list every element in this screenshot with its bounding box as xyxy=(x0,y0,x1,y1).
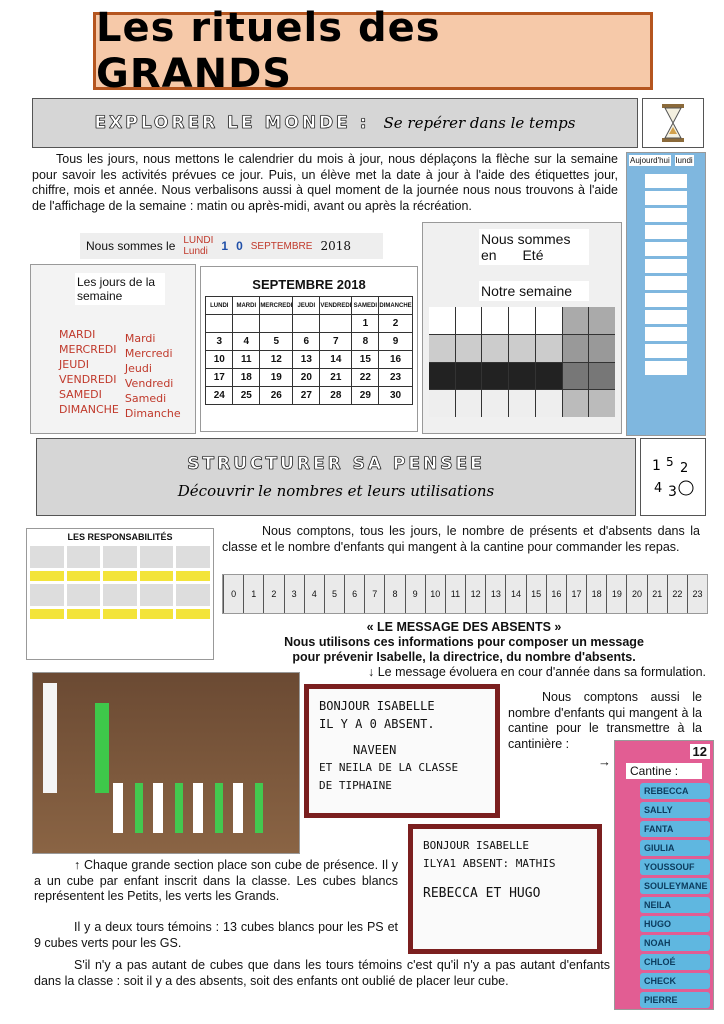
whiteboard-message-1: BONJOUR ISABELLE IL Y A 0 ABSENT. NAVEEN ET NEILA DE LA CLASSE DE TIPHAINE xyxy=(304,684,500,818)
cubes-paragraph-3: S'il n'y a pas autant de cubes que dans les tours témoins c'est qu'il n'y a pas autant d'enfants dans la classe : soit il y a des absents, soit des enfants ont oublié de placer leur cube. xyxy=(34,958,610,988)
days-of-week-board: Les jours de la semaine MARDI MERCREDI JEUDI VENDREDI SAMEDI DIMANCHE Mardi Mercredi Jeudi Vendredi Samedi Dimanche xyxy=(30,264,196,434)
section1-heading: EXPLORER LE MONDE : xyxy=(94,113,370,133)
season-week-board: Nous sommes en Eté Notre semaine xyxy=(422,222,622,434)
cubes-paragraph-1: ↑ Chaque grande section place son cube de présence. Il y a un cube par enfant inscrit dans la classe. Les cubes blancs représentent les Petits, les verts les Grands. xyxy=(34,858,398,903)
calendar-grid: LUNDI MARDI MERCREDI JEUDI VENDREDI SAMEDI DIMANCHE 1 2 3 4 5 6 7 8 9 10 11 12 13 14 15 16 17 18 19 20 21 22 23 24 25 26 27 28 29 30 xyxy=(205,296,412,405)
svg-text:2: 2 xyxy=(680,461,689,476)
section1-paragraph: Tous les jours, nous mettons le calendrier du mois à jour, nous déplaçons la flèche sur la semaine pour savoir les activités prévues ce jour. Puis, un élève met la date à jour à l'aide des étiquettes jour, chiffre, mois et année. Nous verbalisons aussi à quel moment de la journée nous nous trouvons à l'aide de l'affichage de la semaine : matin ou après-midi, avant ou après la récréation. xyxy=(32,152,618,213)
days-lower-list: Mardi Mercredi Jeudi Vendredi Samedi Dimanche xyxy=(124,332,181,420)
counting-paragraph: Nous comptons, tous les jours, le nombre de présents et d'absents dans la classe et le nombre d'enfants qui mangent à la cantine pour commander les repas. xyxy=(222,524,700,554)
cubes-paragraph-2: Il y a deux tours témoins : 13 cubes blancs pour les PS et 9 cubes verts pour les GS. xyxy=(34,920,398,950)
date-strip: Nous sommes le LUNDI Lundi 1 0 SEPTEMBRE 2018 xyxy=(80,233,383,259)
whiteboard-message-2: BONJOUR ISABELLE ILYA1 ABSENT: MATHIS REBECCA ET HUGO xyxy=(408,824,602,954)
section1-subheading: Se repérer dans le temps xyxy=(383,114,576,132)
cantine-paragraph: Nous comptons aussi le nombre d'enfants qui mangent à la cantine pour le transmettre à la cantinière : xyxy=(508,690,702,751)
cantine-names: REBECCA SALLY FANTA GIULIA YOUSSOUF SOULEYMANE NEILA HUGO NOAH CHLOÉ CHECK PIERRE xyxy=(640,783,710,1008)
presence-cubes-photo xyxy=(32,672,300,854)
svg-text:4: 4 xyxy=(654,481,663,496)
cantine-board: 12 Cantine : REBECCA SALLY FANTA GIULIA YOUSSOUF SOULEYMANE NEILA HUGO NOAH CHLOÉ CHECK PIERRE xyxy=(614,740,714,1010)
page-title: Les rituels des GRANDS xyxy=(93,12,653,90)
absents-message-block: « LE MESSAGE DES ABSENTS » Nous utilisons ces informations pour composer un message pour prévenir Isabelle, la directrice, du nombre d'absents. ↓ Le message évoluera en cour d'année dans sa formulation. xyxy=(284,620,706,679)
week-grid xyxy=(429,307,615,417)
svg-text:3: 3 xyxy=(668,484,677,500)
numbers-icon xyxy=(640,438,706,516)
hourglass-icon xyxy=(642,98,704,148)
section2-subheading: Découvrir le nombres et leurs utilisations xyxy=(177,482,495,500)
svg-text:1: 1 xyxy=(652,458,661,474)
arrow-icon: → xyxy=(598,754,611,769)
month-calendar: SEPTEMBRE 2018 LUNDI MARDI MERCREDI JEUDI VENDREDI SAMEDI DIMANCHE 1 2 3 4 5 6 7 8 9 10 11 12 13 14 15 16 17 18 19 20 21 22 23 24 25 26 27 28 29 30 xyxy=(200,266,418,432)
section2-band xyxy=(36,438,636,516)
section2-heading: STRUCTURER SA PENSEE xyxy=(187,454,485,474)
days-upper-list: MARDI MERCREDI JEUDI VENDREDI SAMEDI DIMANCHE xyxy=(59,328,119,416)
svg-text:5: 5 xyxy=(666,455,674,469)
today-strip: Aujourd'hui lundi xyxy=(626,152,706,436)
section1-band xyxy=(32,98,638,148)
number-ruler: 0 1 2 3 4 5 6 7 8 9 10 11 12 13 14 15 16 17 18 19 20 21 22 23 xyxy=(222,574,708,614)
responsibilities-board: LES RESPONSABILITÉS xyxy=(26,528,214,660)
